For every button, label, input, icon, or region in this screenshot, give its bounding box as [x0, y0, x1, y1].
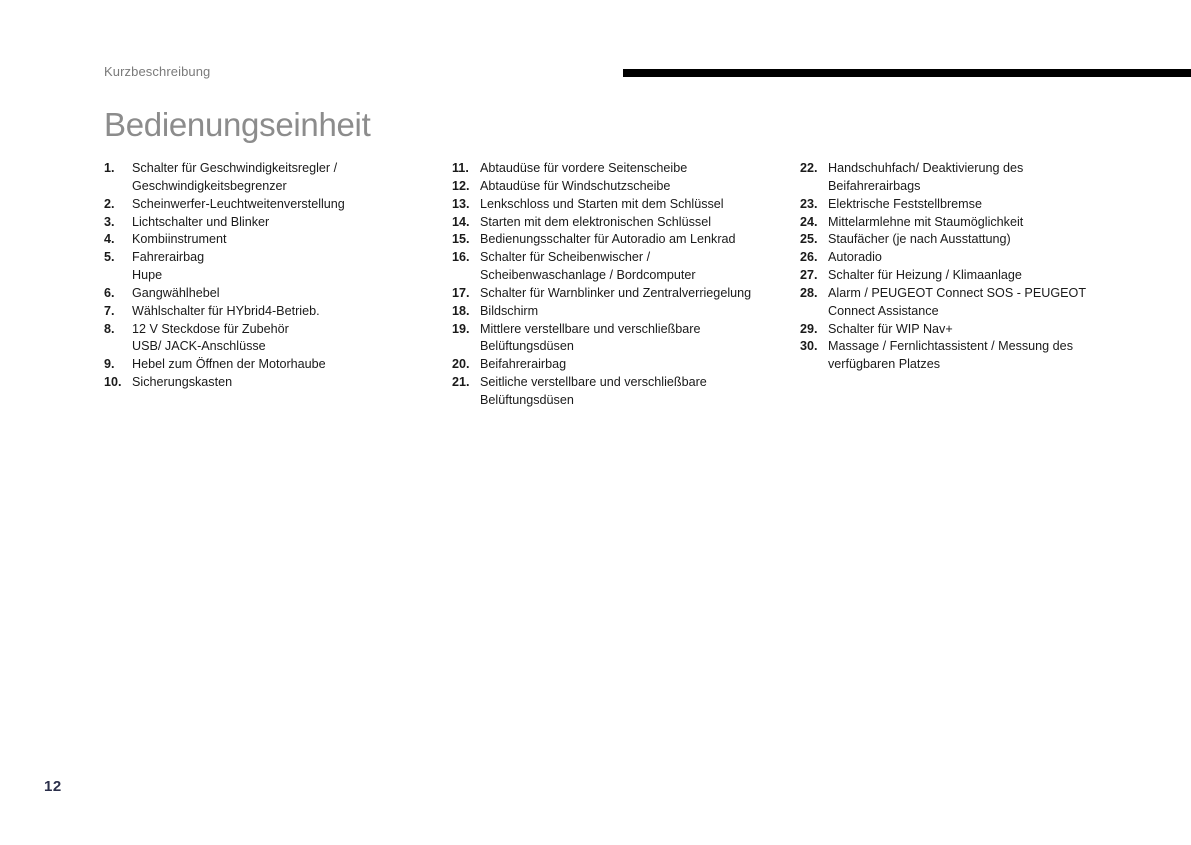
legend-item-number: 9.	[104, 357, 115, 372]
legend-item-text: Mittlere verstellbare und verschließbare	[480, 321, 701, 336]
legend-item-text: Handschuhfach/ Deaktivierung des	[828, 161, 1024, 175]
legend-item-text: Beifahrerairbag	[480, 357, 567, 372]
legend-column-1	[104, 160, 424, 392]
legend-item	[452, 303, 772, 321]
legend-item	[800, 249, 1130, 267]
legend-item	[800, 160, 1130, 178]
legend-item-number: 12.	[452, 178, 470, 193]
legend-item-continuation	[452, 267, 772, 285]
legend-item-text: Elektrische Feststellbremse	[828, 196, 982, 211]
legend-item-number: 22.	[800, 161, 818, 175]
legend-item-text: Belüftungsdüsen	[480, 392, 574, 407]
legend-item-number: 11.	[452, 161, 469, 175]
legend-item-text: Schalter für Scheibenwischer /	[480, 250, 651, 265]
header-bar	[623, 69, 1191, 77]
legend-item	[800, 321, 1130, 339]
legend-item-number: 14.	[452, 214, 470, 229]
legend-item-continuation	[800, 356, 1130, 374]
legend-item-number: 15.	[452, 232, 470, 247]
legend-item-text: Bildschirm	[480, 303, 539, 318]
legend-item-text: Fahrerairbag	[132, 250, 205, 265]
legend-item-text: Staufächer (je nach Ausstattung)	[828, 232, 1011, 247]
legend-item	[452, 214, 772, 232]
legend-item-number: 29.	[800, 321, 818, 336]
legend-item-text: Mittelarmlehne mit Staumöglichkeit	[828, 214, 1024, 229]
legend-item-number: 21.	[452, 375, 470, 390]
legend-item-text: Massage / Fernlichtassistent / Messung des	[828, 339, 1073, 354]
legend-item-number: 23.	[800, 196, 818, 211]
legend-item-continuation	[104, 267, 424, 285]
page-number: 12	[44, 778, 62, 795]
legend-item-number: 30.	[800, 339, 818, 354]
legend-item-text: Schalter für WIP Nav+	[828, 321, 953, 336]
legend-item-number: 16.	[452, 250, 470, 265]
legend-item-text: Bedienungsschalter für Autoradio am Lenkrad	[480, 232, 736, 247]
legend-item	[104, 356, 424, 374]
legend-column-3	[800, 160, 1130, 374]
legend-item-text: Wählschalter für HYbrid4-Betrieb.	[132, 303, 320, 318]
legend-item-number: 3.	[104, 214, 115, 229]
legend-item-continuation	[800, 303, 1130, 321]
legend-item-number: 7.	[104, 303, 115, 318]
legend-item-number: 13.	[452, 196, 470, 211]
legend-item-text: Belüftungsdüsen	[480, 339, 574, 354]
legend-item	[452, 231, 772, 249]
legend-item-text: Scheinwerfer-Leuchtweitenverstellung	[132, 196, 345, 211]
legend-item-text: Geschwindigkeitsbegrenzer	[132, 178, 287, 193]
legend-item-number: 28.	[800, 285, 818, 300]
legend-item-number: 5.	[104, 250, 115, 265]
legend-item-text: 12 V Steckdose für Zubehör	[132, 321, 289, 336]
legend-item	[104, 249, 424, 267]
legend-item-number	[800, 303, 828, 321]
legend-item-text: Autoradio	[828, 250, 882, 265]
legend-column-2	[452, 160, 772, 410]
legend-item-text: Starten mit dem elektronischen Schlüssel	[480, 214, 711, 229]
legend-item-text: Schalter für Heizung / Klimaanlage	[828, 268, 1022, 283]
legend-item-text: Kombiinstrument	[132, 232, 227, 247]
legend-item-text: Sicherungskasten	[132, 375, 233, 390]
legend-item-number: 25.	[800, 232, 818, 247]
legend-item-number: 8.	[104, 321, 115, 336]
legend-item	[104, 214, 424, 232]
legend-item-text: Beifahrerairbags	[828, 178, 921, 193]
legend-item-number	[452, 338, 480, 356]
legend-item	[452, 321, 772, 339]
legend-item	[452, 285, 772, 303]
legend-item-continuation	[452, 338, 772, 356]
legend-item	[800, 214, 1130, 232]
legend-item-number: 1.	[104, 161, 115, 175]
legend-item	[452, 356, 772, 374]
legend-item	[452, 374, 772, 392]
legend-item	[104, 231, 424, 249]
legend-item	[104, 160, 424, 178]
legend-item-text: Abtaudüse für vordere Seitenscheibe	[480, 161, 688, 175]
legend-item-number: 27.	[800, 268, 818, 283]
legend-item-text: Hebel zum Öffnen der Motorhaube	[132, 357, 326, 372]
legend-item	[800, 267, 1130, 285]
legend-item-text: Lenkschloss und Starten mit dem Schlüssel	[480, 196, 724, 211]
legend-item-number	[452, 392, 480, 410]
legend-item-number: 26.	[800, 250, 818, 265]
legend-item	[452, 196, 772, 214]
legend-item-number	[452, 267, 480, 285]
legend-item-continuation	[104, 338, 424, 356]
legend-item-continuation	[452, 392, 772, 410]
legend-item-number	[104, 178, 132, 196]
legend-item-text: Connect Assistance	[828, 303, 939, 318]
legend-item-number: 10.	[104, 375, 122, 390]
legend-item-text: Schalter für Warnblinker und Zentralverriegelung	[480, 285, 752, 300]
legend-item-continuation	[800, 178, 1130, 196]
legend-item	[104, 303, 424, 321]
legend-item-number	[104, 338, 132, 356]
legend-item-text: Seitliche verstellbare und verschließbare	[480, 375, 707, 390]
legend-item-number	[800, 178, 828, 196]
legend-item	[800, 196, 1130, 214]
legend-item	[104, 285, 424, 303]
legend-item	[452, 160, 772, 178]
legend-item-text: Gangwählhebel	[132, 285, 220, 300]
legend-item	[800, 231, 1130, 249]
section-label: Kurzbeschreibung	[104, 64, 211, 79]
legend-item-number: 19.	[452, 321, 470, 336]
page-title: Bedienungseinheit	[104, 106, 371, 143]
legend-item-number: 17.	[452, 285, 470, 300]
legend-item	[800, 338, 1130, 356]
legend-item-number: 24.	[800, 214, 818, 229]
legend-item	[452, 249, 772, 267]
legend-item-text: verfügbaren Platzes	[828, 357, 941, 372]
legend-item-text: Abtaudüse für Windschutzscheibe	[480, 178, 671, 193]
legend-item-number	[104, 267, 132, 285]
legend-item	[800, 285, 1130, 303]
legend-item-text: Alarm / PEUGEOT Connect SOS - PEUGEOT	[828, 285, 1087, 300]
legend-item-number: 2.	[104, 196, 115, 211]
legend-item-continuation	[104, 178, 424, 196]
legend-item-number: 4.	[104, 232, 115, 247]
legend-item-number: 6.	[104, 285, 115, 300]
legend-item-text: Scheibenwaschanlage / Bordcomputer	[480, 268, 696, 283]
legend-item	[104, 196, 424, 214]
legend-item	[104, 374, 424, 392]
legend-item-text: Schalter für Geschwindigkeitsregler /	[132, 161, 338, 175]
legend-item	[452, 178, 772, 196]
legend-item-text: Hupe	[132, 268, 163, 283]
legend-item-text: USB/ JACK-Anschlüsse	[132, 339, 266, 354]
legend-item-text: Lichtschalter und Blinker	[132, 214, 270, 229]
legend-item	[104, 321, 424, 339]
legend-item-number: 20.	[452, 357, 470, 372]
legend-item-number: 18.	[452, 303, 470, 318]
legend-item-number	[800, 356, 828, 374]
